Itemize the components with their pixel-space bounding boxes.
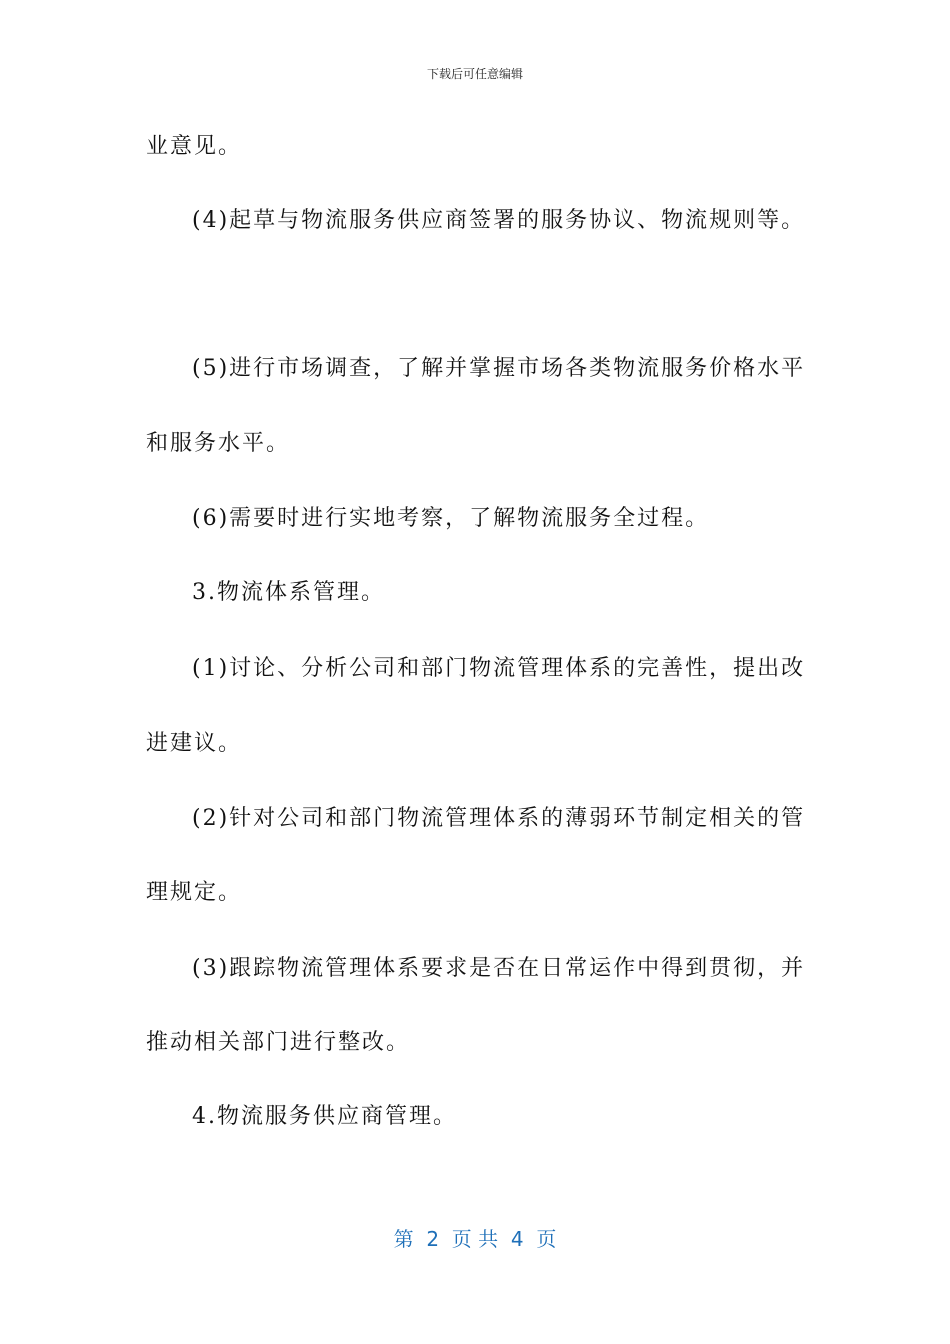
paragraph-line: (2)针对公司和部门物流管理体系的薄弱环节制定相关的管 xyxy=(192,806,806,831)
paragraph-line: 业意见。 xyxy=(146,134,243,159)
section-heading: 3.物流体系管理。 xyxy=(192,580,385,605)
paragraph-line: (4)起草与物流服务供应商签署的服务协议、物流规则等。 xyxy=(192,208,806,233)
paragraph-line: 和服务水平。 xyxy=(146,431,291,456)
paragraph-line: 理规定。 xyxy=(146,880,243,905)
page-number-footer: 第 2 页 共 4 页 xyxy=(393,1227,557,1251)
paragraph-line: (6)需要时进行实地考察，了解物流服务全过程。 xyxy=(192,506,710,531)
paragraph-line: (1)讨论、分析公司和部门物流管理体系的完善性，提出改 xyxy=(192,656,806,681)
paragraph-line: (5)进行市场调查，了解并掌握市场各类物流服务价格水平 xyxy=(192,356,806,381)
section-heading: 4.物流服务供应商管理。 xyxy=(192,1104,457,1129)
page-header: 下载后可任意编辑 xyxy=(426,67,523,81)
paragraph-line: 进建议。 xyxy=(146,731,243,756)
paragraph-line: (3)跟踪物流管理体系要求是否在日常运作中得到贯彻，并 xyxy=(192,956,806,981)
paragraph-line: 推动相关部门进行整改。 xyxy=(146,1030,411,1055)
